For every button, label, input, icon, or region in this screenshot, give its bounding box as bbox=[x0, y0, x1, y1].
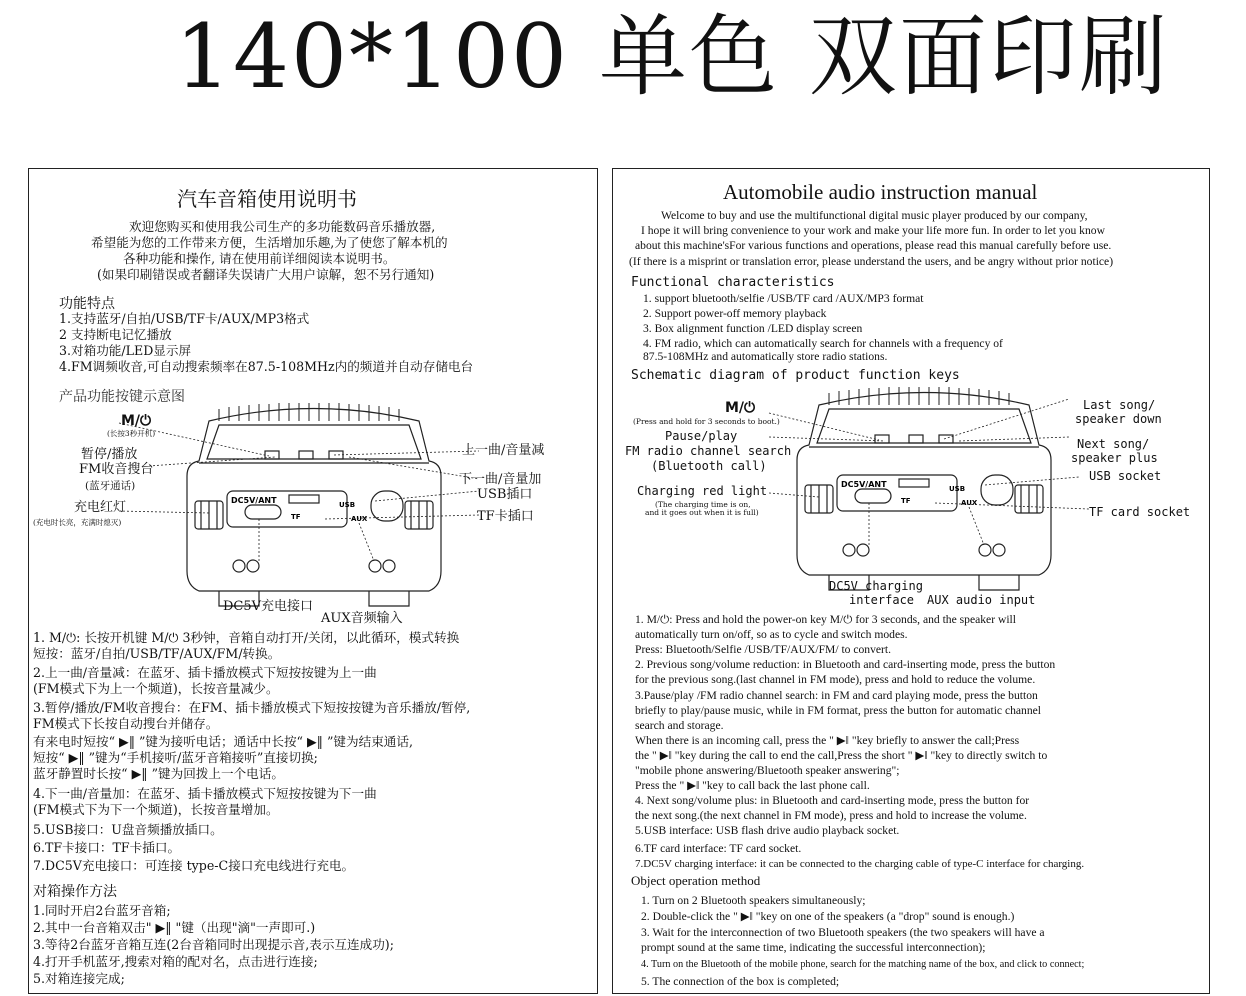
en-instruction-line: 3.Pause/play /FM radio channel search: in FM and card playing mode, press the button bbox=[635, 689, 1038, 702]
en-pair-step: 2. Double-click the " ▶‖ "key on one of the speakers (a "drop" sound is enough.) bbox=[641, 910, 1015, 923]
en-instruction-line: Press: Bluetooth/Selfie /USB/TF/AUX/FM/ to convert. bbox=[635, 643, 892, 656]
cn-pair-step: 3.等待2台蓝牙音箱互连(2台音箱同时出现提示音,表示互连成功); bbox=[33, 937, 394, 952]
cn-prev-label: 上一曲/音量减 bbox=[462, 443, 545, 458]
en-pair-step: 4. Turn on the Bluetooth of the mobile phone, search for the matching name of the box, and click to connect; bbox=[641, 959, 1085, 970]
cn-usb-label: USB插口 bbox=[477, 487, 533, 502]
en-pair-heading: Object operation method bbox=[631, 873, 761, 888]
cn-bt-call-label: (蓝牙通话) bbox=[85, 480, 136, 492]
cn-instruction-line: 2.上一曲/音量减：在蓝牙、插卡播放模式下短按按键为上一曲 bbox=[33, 665, 377, 680]
en-aux-label: AUX audio input bbox=[927, 593, 1036, 607]
en-tf-label: TF card socket bbox=[1089, 505, 1191, 519]
en-device-usb-label: USB bbox=[949, 485, 966, 493]
en-pair-step: 5. The connection of the box is completed; bbox=[641, 975, 840, 988]
en-instruction-line: 7.DC5V charging interface: it can be connected to the charging cable of type-C interface for charging. bbox=[635, 858, 1085, 870]
en-instruction-line: the next song.(the next channel in FM mode), press and hold to increase the volume. bbox=[635, 809, 1027, 822]
en-dc-label: interface bbox=[849, 593, 915, 607]
cn-intro-line: 各种功能和操作, 请在使用前详细阅读本说明书。 bbox=[123, 251, 396, 266]
en-next-label: speaker plus bbox=[1071, 451, 1158, 465]
cn-feature-item: 1.支持蓝牙/自拍/USB/TF卡/AUX/MP3格式 bbox=[59, 311, 310, 326]
cn-feature-item: 4.FM调频收音,可自动搜索频率在87.5-108MHz内的频道并自动存储电台 bbox=[59, 359, 474, 374]
en-instruction-line: Press the " ▶‖ "key to call back the last phone call. bbox=[635, 779, 870, 792]
en-intro-line: Welcome to buy and use the multifunctional digital music player produced by our company, bbox=[661, 209, 1088, 222]
cn-instruction-line: 3.暂停/播放/FM收音搜台：在FM、插卡播放模式下短按按键为音乐播放/暂停, bbox=[33, 700, 471, 715]
en-usb-label: USB socket bbox=[1089, 469, 1162, 483]
en-features-heading: Functional characteristics bbox=[631, 275, 835, 290]
cn-diagram-heading: 产品功能按键示意图 bbox=[59, 389, 185, 405]
en-dc-label: DC5V charging bbox=[829, 579, 923, 593]
cn-next-label: 下一曲/音量加 bbox=[459, 472, 542, 487]
en-pair-step: 3. Wait for the interconnection of two Bluetooth speakers (the two speakers will have a bbox=[641, 926, 1045, 939]
en-device-aux-label: AUX bbox=[961, 499, 978, 507]
cn-dc-label: DC5V充电接口 bbox=[223, 599, 314, 614]
cn-device-tf-label: TF bbox=[291, 513, 301, 521]
en-feature-item: 1. support bluetooth/selfie /USB/TF card /AUX/MP3 format bbox=[643, 292, 924, 305]
cn-features-heading: 功能特点 bbox=[59, 296, 115, 312]
en-feature-item: 2. Support power-off memory playback bbox=[643, 307, 827, 320]
cn-pair-step: 1.同时开启2台蓝牙音箱; bbox=[33, 903, 171, 918]
cn-pair-step: 2.其中一台音箱双击" ▶‖ "键（出现"滴"一声即可.) bbox=[33, 920, 316, 935]
cn-intro-line: (如果印刷错误或者翻译失误请广大用户谅解，恕不另行通知) bbox=[97, 267, 435, 282]
en-mode-key-note: (Press and hold for 3 seconds to boot.) bbox=[633, 417, 780, 426]
en-instruction-line: "mobile phone answering/Bluetooth speaker answering"; bbox=[635, 764, 900, 777]
en-intro-line: about this machine'sFor various functions and operations, please read this manual carefully before use. bbox=[635, 239, 1112, 252]
en-instruction-line: 1. M/⏻: Press and hold the power-on key M/⏻ for 3 seconds, and the speaker will bbox=[635, 613, 1016, 626]
en-prev-label: Last song/ bbox=[1083, 398, 1156, 412]
cn-fm-search-label: FM收音搜台 bbox=[79, 462, 154, 477]
cn-instruction-line: (FM模式下为上一个频道)，长按音量减少。 bbox=[33, 681, 279, 696]
en-charge-light-label: Charging red light bbox=[637, 484, 768, 498]
en-feature-item: 4. FM radio, which can automatically search for channels with a frequency of bbox=[643, 337, 1003, 350]
cn-charge-light-note: (充电时长亮，充满时熄灭) bbox=[33, 518, 122, 527]
en-feature-item: 87.5-108MHz and automatically store radio stations. bbox=[643, 350, 888, 363]
en-device-tf-label: TF bbox=[901, 497, 911, 505]
en-instruction-line: 6.TF card interface: TF card socket. bbox=[635, 842, 802, 855]
cn-feature-item: 2 支持断电记忆播放 bbox=[59, 327, 172, 342]
en-instruction-line: the " ▶‖ "key during the call to end the call,Press the short " ▶‖ "key to directly switch to bbox=[635, 749, 1048, 762]
en-instruction-line: for the previous song.(last channel in FM mode), press and hold to reduce the volume. bbox=[635, 673, 1036, 686]
en-manual-title: Automobile audio instruction manual bbox=[723, 180, 1038, 204]
page-title: 140*100 单色 双面印刷 bbox=[175, 5, 1169, 108]
en-intro-line: (If there is a misprint or translation error, please understand the users, and be angry without prior notice) bbox=[629, 255, 1114, 268]
cn-mode-key-label: M/⏻ bbox=[121, 413, 152, 429]
cn-instruction-line: 短按“ ▶‖ ”键为“手机接听/蓝牙音箱接听”直接切换; bbox=[33, 750, 318, 765]
cn-instruction-line: 有来电时短按“ ▶‖ ”键为接听电话；通话中长按“ ▶‖ ”键为结束通话, bbox=[33, 734, 413, 749]
cn-instruction-line: 6.TF卡接口：TF卡插口。 bbox=[33, 840, 181, 855]
cn-instruction-line: 7.DC5V充电接口：可连接 type-C接口充电线进行充电。 bbox=[33, 858, 355, 873]
cn-feature-item: 3.对箱功能/LED显示屏 bbox=[59, 343, 192, 358]
cn-instruction-line: 4.下一曲/音量加：在蓝牙、插卡播放模式下短按按键为下一曲 bbox=[33, 786, 377, 801]
en-prev-label: speaker down bbox=[1075, 412, 1162, 426]
cn-manual-title: 汽车音箱使用说明书 bbox=[177, 187, 357, 211]
cn-pair-step: 5.对箱连接完成; bbox=[33, 971, 125, 986]
cn-charge-light-label: 充电红灯 bbox=[74, 500, 127, 515]
en-instruction-line: When there is an incoming call, press the " ▶‖ "key briefly to answer the call;Press bbox=[635, 734, 1020, 747]
cn-instruction-line: (FM模式下为下一个频道)，长按音量增加。 bbox=[33, 802, 279, 817]
cn-pause-label: 暂停/播放 bbox=[81, 447, 138, 462]
cn-instruction-line: 5.USB接口：U盘音频播放插口。 bbox=[33, 822, 223, 837]
cn-intro-line: 欢迎您购买和使用我公司生产的多功能数码音乐播放器, bbox=[129, 219, 436, 234]
cn-instruction-line: FM模式下长按自动搜台并储存。 bbox=[33, 716, 219, 731]
cn-aux-label: AUX音频输入 bbox=[321, 611, 403, 626]
en-charge-light-note: (The charging time is on, bbox=[655, 500, 751, 509]
en-intro-line: I hope it will bring convenience to your work and make your life more fun. In order to let you know bbox=[641, 224, 1105, 237]
en-device-dc-label: DC5V/ANT bbox=[841, 480, 887, 489]
en-instruction-line: briefly to play/pause music, while in FM format, press the button for automatic channel bbox=[635, 704, 1042, 717]
cn-instruction-line: 1. M/⏻: 长按开机键 M/⏻ 3秒钟，音箱自动打开/关闭，以此循环，模式转换 bbox=[33, 630, 460, 645]
en-instruction-line: 4. Next song/volume plus: in Bluetooth and card-inserting mode, press the button for bbox=[635, 794, 1030, 807]
cn-instruction-line: 短按：蓝牙/自拍/USB/TF/AUX/FM/转换。 bbox=[33, 646, 281, 661]
en-bt-call-label: (Bluetooth call) bbox=[651, 459, 767, 473]
cn-pair-step: 4.打开手机蓝牙,搜索对箱的配对名，点击进行连接; bbox=[33, 954, 318, 969]
en-pause-label: Pause/play bbox=[665, 429, 738, 443]
en-feature-item: 3. Box alignment function /LED display screen bbox=[643, 322, 863, 335]
en-instruction-line: automatically turn on/off, so as to cycle and switch modes. bbox=[635, 628, 908, 641]
cn-tf-label: TF卡插口 bbox=[477, 509, 534, 524]
en-diagram-heading: Schematic diagram of product function keys bbox=[631, 368, 960, 383]
en-car-diagram bbox=[789, 385, 1059, 595]
cn-instruction-line: 蓝牙静置时长按“ ▶‖ ”键为回拨上一个电话。 bbox=[33, 766, 284, 781]
en-mode-key-label: M/⏻ bbox=[725, 400, 756, 416]
en-charge-light-note: and it goes out when it is full) bbox=[645, 508, 759, 517]
cn-car-diagram bbox=[179, 401, 449, 621]
english-manual-panel bbox=[612, 168, 1210, 994]
chinese-manual-panel bbox=[28, 168, 598, 994]
en-pair-step: prompt sound at the same time, indicating the successful interconnection); bbox=[641, 941, 986, 954]
cn-device-aux-label: AUX bbox=[351, 515, 368, 523]
en-instruction-line: 2. Previous song/volume reduction: in Bluetooth and card-inserting mode, press the button bbox=[635, 658, 1056, 671]
cn-device-usb-label: USB bbox=[339, 501, 356, 509]
en-instruction-line: search and storage. bbox=[635, 719, 724, 732]
cn-pair-heading: 对箱操作方法 bbox=[33, 884, 117, 900]
cn-intro-line: 希望能为您的工作带来方便，生活增加乐趣,为了使您了解本机的 bbox=[91, 235, 448, 250]
en-instruction-line: 5.USB interface: USB flash drive audio playback socket. bbox=[635, 824, 900, 837]
cn-device-dc-label: DC5V/ANT bbox=[231, 496, 277, 505]
cn-mode-key-note: (长按3秒开机) bbox=[107, 429, 156, 438]
en-next-label: Next song/ bbox=[1077, 437, 1150, 451]
en-fm-search-label: FM radio channel search bbox=[625, 444, 792, 458]
en-pair-step: 1. Turn on 2 Bluetooth speakers simultaneously; bbox=[641, 894, 866, 907]
